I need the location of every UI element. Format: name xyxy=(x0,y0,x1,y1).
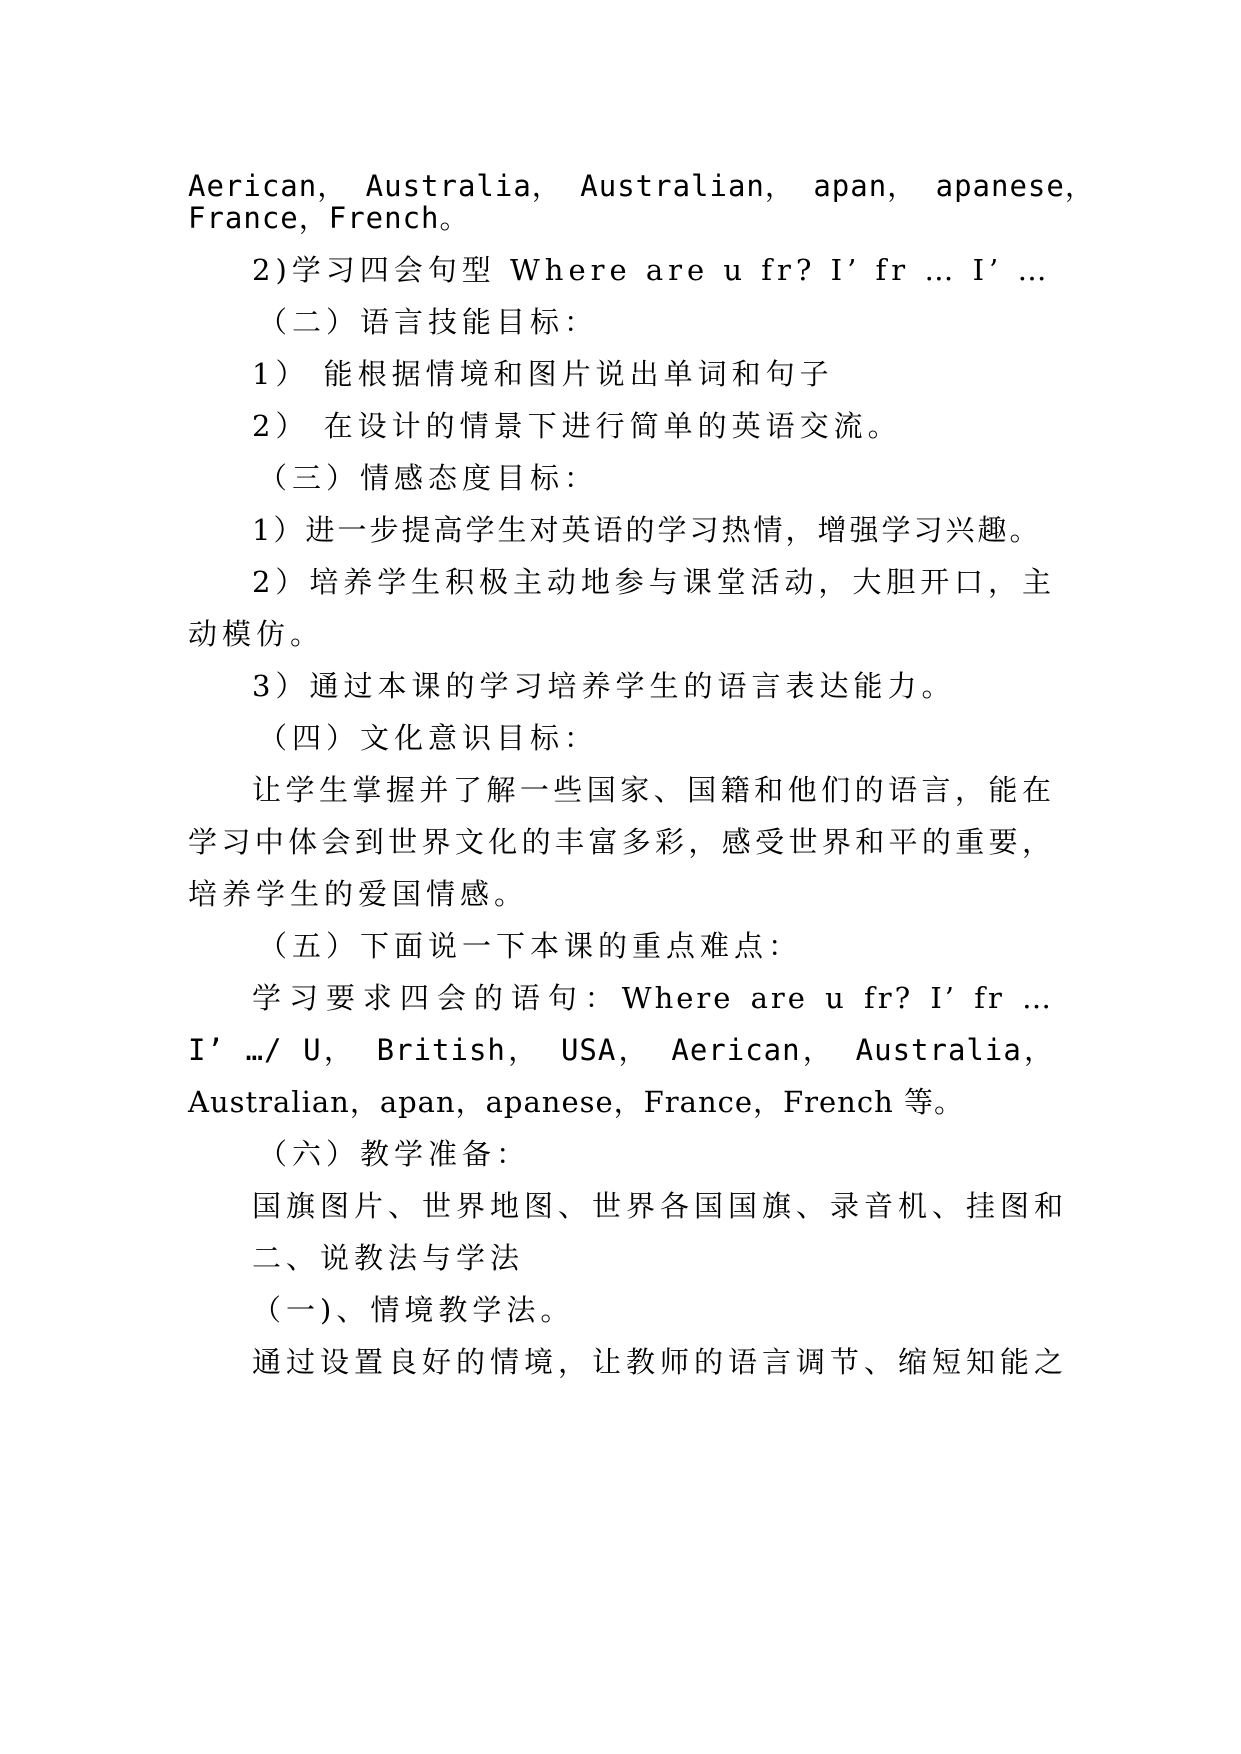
text-line: 2)学习四会句型 Where are u fr? I’ fr … I’ … xyxy=(252,253,1052,287)
text-line: 学习中体会到世界文化的丰富多彩，感受世界和平的重要， xyxy=(188,825,1054,859)
text-line: 培养学生的爱国情感。 xyxy=(188,877,529,911)
text-line: Australian，apan，apanese，France，French 等。 xyxy=(188,1085,964,1119)
section-heading: （二）语言技能目标： xyxy=(258,305,599,339)
text-line: 1） 能根据情境和图片说出单词和句子 xyxy=(252,357,834,391)
text-line: 让学生掌握并了解一些国家、国籍和他们的语言，能在 xyxy=(252,773,1054,807)
text-line: Aerican， Australia， Australian， apan， apanese， xyxy=(188,169,1095,203)
section-heading: （四）文化意识目标： xyxy=(258,721,599,755)
section-heading: 二、说教法与学法 xyxy=(252,1241,525,1275)
text-line: 1）进一步提高学生对英语的学习热情，增强学习兴趣。 xyxy=(252,513,1042,547)
text-line: 学习要求四会的语句：Where are u fr? I’ fr … xyxy=(252,981,1054,1015)
text-line: 3）通过本课的学习培养学生的语言表达能力。 xyxy=(252,669,956,703)
section-heading: （五）下面说一下本课的重点难点： xyxy=(258,929,803,963)
text-line: I’ …/ U， British， USA， Aerican， Australia， xyxy=(188,1033,1054,1067)
text-line: France，French。 xyxy=(188,201,470,235)
text-line: 动模仿。 xyxy=(188,617,325,651)
section-heading: （六）教学准备： xyxy=(258,1137,531,1171)
text-line: 通过设置良好的情境，让教师的语言调节、缩短知能之 xyxy=(252,1345,1069,1379)
text-line: 2）培养学生积极主动地参与课堂活动，大胆开口，主 xyxy=(252,565,1054,599)
text-line: 2） 在设计的情景下进行简单的英语交流。 xyxy=(252,409,902,443)
section-heading: （三）情感态度目标： xyxy=(258,461,599,495)
text-line: 国旗图片、世界地图、世界各国国旗、录音机、挂图和 xyxy=(252,1189,1069,1223)
section-heading: （一)、情境教学法。 xyxy=(252,1293,575,1327)
